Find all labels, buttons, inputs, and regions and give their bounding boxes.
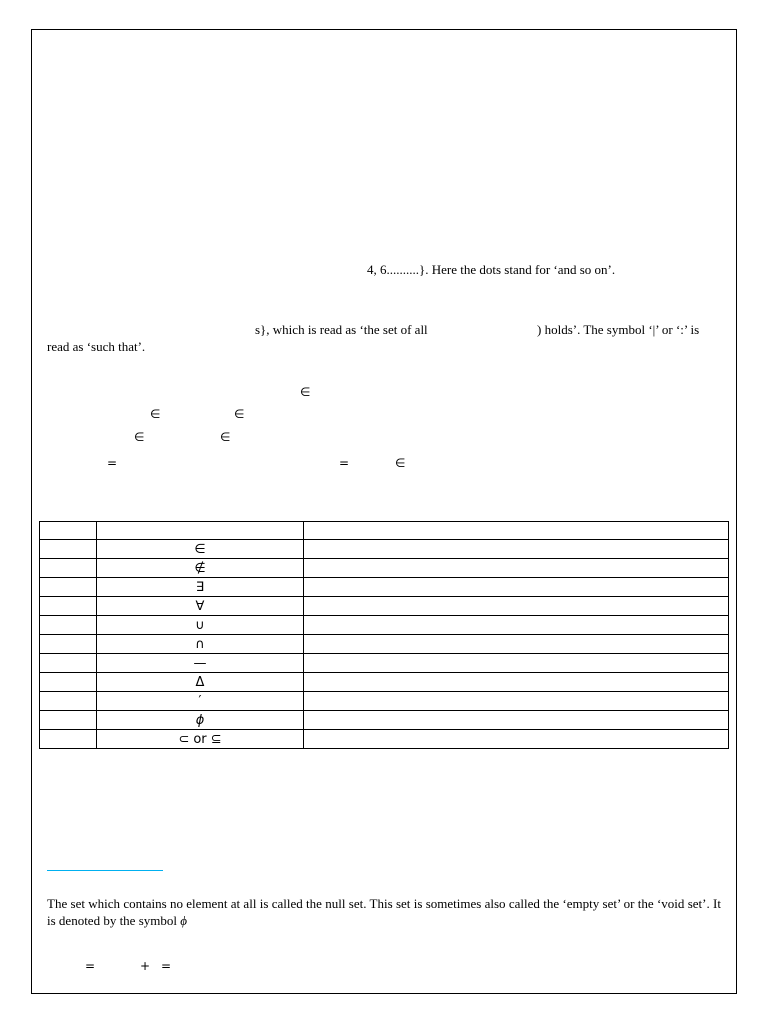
symbol-cell: ∩ (97, 635, 304, 654)
table-row (40, 559, 729, 578)
symbol-cell: ⊂ or ⊆ (97, 730, 304, 749)
symbol-cell: ∉ (97, 559, 304, 578)
null-set-symbol: ϕ (180, 913, 187, 928)
equals-symbol: = (107, 456, 118, 470)
text-line-setbuilder-a: s}, which is read as ‘the set of all (255, 322, 428, 337)
symbol-cell: ∃ (97, 578, 304, 597)
symbol-cell: — (97, 654, 304, 673)
text-line-roster-dots: 4, 6..........}. Here the dots stand for ‘and so on’. (367, 262, 616, 277)
page-border (31, 29, 737, 994)
plus-symbol: + (140, 959, 151, 973)
symbol-cell: ∪ (97, 616, 304, 635)
table-row (40, 654, 729, 673)
table-row (40, 540, 729, 559)
text-line-setbuilder-b: ) holds’. The symbol ‘|’ or ‘:’ is (537, 322, 700, 337)
symbol-cell: ∈ (97, 540, 304, 559)
heading-underline (47, 870, 163, 871)
element-of-symbol: ∈ (220, 430, 231, 444)
symbol-cell: ∀ (97, 597, 304, 616)
table-row (40, 730, 729, 749)
table-row (40, 616, 729, 635)
table-row (40, 635, 729, 654)
null-set-text: The set which contains no element at all is called the null set. This set is sometimes also called the ‘empty set’ or the ‘void set’. It is denoted by the symbol (47, 896, 721, 928)
text-line-such-that: read as ‘such that’. (47, 339, 146, 354)
table-row (40, 522, 729, 540)
symbol-cell: Δ (97, 673, 304, 692)
element-of-symbol: ∈ (234, 407, 245, 421)
element-of-symbol: ∈ (134, 430, 145, 444)
table-row (40, 673, 729, 692)
element-of-symbol: ∈ (150, 407, 161, 421)
table-row (40, 597, 729, 616)
symbols-table (39, 521, 729, 749)
element-of-symbol: ∈ (395, 456, 406, 470)
symbol-cell: ′ (97, 692, 304, 711)
table-row (40, 578, 729, 597)
equals-symbol: = (161, 959, 172, 973)
equals-symbol: = (339, 456, 350, 470)
element-of-symbol: ∈ (300, 385, 311, 399)
equals-symbol: = (85, 959, 96, 973)
null-set-paragraph (47, 895, 721, 929)
table-row (40, 711, 729, 730)
symbol-cell (97, 522, 304, 540)
table-row (40, 692, 729, 711)
symbol-cell: ϕ (97, 711, 304, 730)
